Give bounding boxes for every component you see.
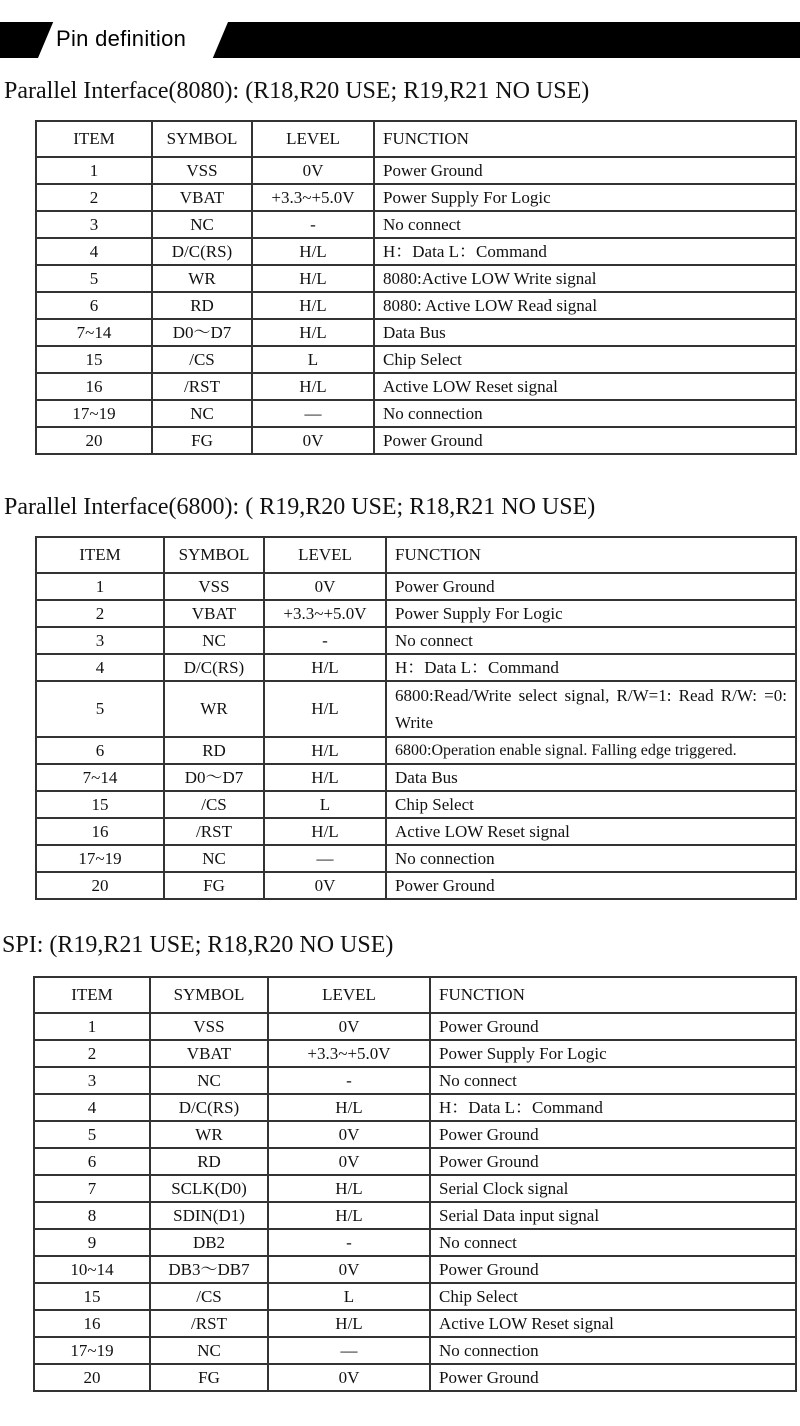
column-header-item: ITEM <box>36 121 152 157</box>
cell-symbol: D/C(RS) <box>152 238 252 265</box>
cell-function: Chip Select <box>374 346 796 373</box>
cell-level: H/L <box>264 764 386 791</box>
cell-symbol: NC <box>152 211 252 238</box>
cell-level: H/L <box>268 1202 430 1229</box>
column-header-symbol: SYMBOL <box>164 537 264 573</box>
table-row <box>36 346 796 373</box>
cell-level: 0V <box>268 1256 430 1283</box>
table-row <box>36 184 796 211</box>
cell-function: 6800:Operation enable signal. Falling edge triggered. <box>386 737 796 764</box>
cell-symbol: DB3～DB7 <box>150 1256 268 1283</box>
cell-function: Active LOW Reset signal <box>374 373 796 400</box>
cell-item: 20 <box>36 427 152 454</box>
cell-symbol: SDIN(D1) <box>150 1202 268 1229</box>
cell-level: H/L <box>252 265 374 292</box>
cell-function: H：Data L：Command <box>374 238 796 265</box>
cell-level: - <box>268 1229 430 1256</box>
cell-function: No connect <box>430 1067 796 1094</box>
column-header-symbol: SYMBOL <box>152 121 252 157</box>
cell-function: No connection <box>386 845 796 872</box>
cell-function: No connect <box>430 1229 796 1256</box>
cell-symbol: VBAT <box>152 184 252 211</box>
pin-table-spi-body <box>34 977 796 1391</box>
cell-symbol: FG <box>164 872 264 899</box>
cell-item: 16 <box>36 373 152 400</box>
cell-item: 20 <box>36 872 164 899</box>
cell-level: H/L <box>268 1310 430 1337</box>
cell-function: Power Ground <box>430 1364 796 1391</box>
cell-symbol: D0～D7 <box>164 764 264 791</box>
column-header-level: LEVEL <box>252 121 374 157</box>
cell-item: 5 <box>34 1121 150 1148</box>
cell-item: 6 <box>36 737 164 764</box>
table-row <box>34 1175 796 1202</box>
column-header-level: LEVEL <box>264 537 386 573</box>
cell-level: - <box>264 627 386 654</box>
table-row <box>34 1094 796 1121</box>
cell-item: 6 <box>34 1148 150 1175</box>
cell-function: 6800:Read/Write select signal, R/W=1: Read R/W: =0: Write <box>386 681 796 737</box>
cell-level: 0V <box>268 1148 430 1175</box>
cell-function: No connection <box>430 1337 796 1364</box>
cell-symbol: /CS <box>164 791 264 818</box>
cell-symbol: WR <box>164 681 264 737</box>
cell-function: No connect <box>386 627 796 654</box>
table-row <box>34 1256 796 1283</box>
section-title-8080: Parallel Interface(8080): (R18,R20 USE; R19,R21 NO USE) <box>4 78 590 104</box>
cell-symbol: FG <box>150 1364 268 1391</box>
table-row <box>34 1364 796 1391</box>
table-row <box>36 292 796 319</box>
table-row <box>36 427 796 454</box>
cell-function: No connect <box>374 211 796 238</box>
cell-item: 7~14 <box>36 319 152 346</box>
cell-item: 1 <box>36 573 164 600</box>
cell-function: Power Ground <box>430 1256 796 1283</box>
cell-item: 17~19 <box>34 1337 150 1364</box>
cell-function: Serial Data input signal <box>430 1202 796 1229</box>
cell-level: H/L <box>264 818 386 845</box>
cell-symbol: VBAT <box>150 1040 268 1067</box>
cell-function: Power Supply For Logic <box>430 1040 796 1067</box>
cell-symbol: VSS <box>150 1013 268 1040</box>
cell-symbol: D0～D7 <box>152 319 252 346</box>
cell-item: 1 <box>36 157 152 184</box>
table-header-row <box>34 977 796 1013</box>
cell-item: 2 <box>36 184 152 211</box>
cell-level: 0V <box>252 427 374 454</box>
table-row <box>36 872 796 899</box>
cell-level: L <box>268 1283 430 1310</box>
cell-function: Power Ground <box>430 1121 796 1148</box>
cell-item: 2 <box>36 600 164 627</box>
cell-level: 0V <box>264 573 386 600</box>
cell-symbol: /RST <box>150 1310 268 1337</box>
table-row <box>36 681 796 737</box>
cell-symbol: RD <box>164 737 264 764</box>
table-row <box>34 1229 796 1256</box>
cell-item: 8 <box>34 1202 150 1229</box>
cell-function: Active LOW Reset signal <box>386 818 796 845</box>
column-header-symbol: SYMBOL <box>150 977 268 1013</box>
cell-item: 7 <box>34 1175 150 1202</box>
cell-item: 5 <box>36 681 164 737</box>
table-row <box>36 238 796 265</box>
cell-symbol: /RST <box>164 818 264 845</box>
cell-symbol: /CS <box>152 346 252 373</box>
cell-level: H/L <box>264 681 386 737</box>
table-header-row <box>36 537 796 573</box>
cell-level: L <box>264 791 386 818</box>
cell-item: 4 <box>36 654 164 681</box>
table-row <box>36 654 796 681</box>
cell-item: 20 <box>34 1364 150 1391</box>
column-header-item: ITEM <box>34 977 150 1013</box>
table-row <box>36 627 796 654</box>
table-row <box>36 737 796 764</box>
cell-item: 4 <box>36 238 152 265</box>
cell-level: — <box>268 1337 430 1364</box>
cell-function: No connection <box>374 400 796 427</box>
cell-symbol: VBAT <box>164 600 264 627</box>
section-title-spi: SPI: (R19,R21 USE; R18,R20 NO USE) <box>2 932 394 958</box>
cell-function: H：Data L：Command <box>386 654 796 681</box>
column-header-level: LEVEL <box>268 977 430 1013</box>
cell-item: 15 <box>34 1283 150 1310</box>
table-row <box>36 157 796 184</box>
cell-level: 0V <box>268 1364 430 1391</box>
cell-symbol: WR <box>150 1121 268 1148</box>
cell-function: Chip Select <box>386 791 796 818</box>
cell-function: 8080: Active LOW Read signal <box>374 292 796 319</box>
pin-table-6800-body <box>36 537 796 899</box>
table-header-row <box>36 121 796 157</box>
cell-symbol: VSS <box>164 573 264 600</box>
table-row <box>36 400 796 427</box>
pin-table-6800 <box>35 536 797 900</box>
cell-symbol: NC <box>164 845 264 872</box>
cell-level: H/L <box>264 737 386 764</box>
cell-item: 16 <box>34 1310 150 1337</box>
table-row <box>36 573 796 600</box>
column-header-function: FUNCTION <box>430 977 796 1013</box>
cell-level: 0V <box>252 157 374 184</box>
cell-item: 1 <box>34 1013 150 1040</box>
cell-level: +3.3~+5.0V <box>252 184 374 211</box>
table-row <box>34 1283 796 1310</box>
cell-level: - <box>252 211 374 238</box>
cell-level: H/L <box>252 373 374 400</box>
cell-symbol: RD <box>152 292 252 319</box>
cell-function: Data Bus <box>386 764 796 791</box>
cell-symbol: FG <box>152 427 252 454</box>
table-row <box>36 373 796 400</box>
cell-item: 17~19 <box>36 400 152 427</box>
cell-symbol: NC <box>150 1337 268 1364</box>
cell-symbol: WR <box>152 265 252 292</box>
cell-level: H/L <box>252 292 374 319</box>
table-row <box>36 600 796 627</box>
cell-symbol: DB2 <box>150 1229 268 1256</box>
cell-level: — <box>264 845 386 872</box>
page-title: Pin definition <box>56 26 187 51</box>
table-row <box>34 1337 796 1364</box>
cell-item: 6 <box>36 292 152 319</box>
cell-level: H/L <box>252 238 374 265</box>
cell-symbol: VSS <box>152 157 252 184</box>
cell-item: 3 <box>36 211 152 238</box>
cell-symbol: D/C(RS) <box>150 1094 268 1121</box>
cell-function: Data Bus <box>374 319 796 346</box>
cell-item: 2 <box>34 1040 150 1067</box>
cell-level: - <box>268 1067 430 1094</box>
cell-level: L <box>252 346 374 373</box>
cell-function: Power Supply For Logic <box>374 184 796 211</box>
cell-item: 17~19 <box>36 845 164 872</box>
cell-function: H：Data L：Command <box>430 1094 796 1121</box>
column-header-function: FUNCTION <box>386 537 796 573</box>
cell-function: Power Ground <box>386 872 796 899</box>
cell-item: 7~14 <box>36 764 164 791</box>
table-row <box>34 1121 796 1148</box>
cell-level: 0V <box>268 1013 430 1040</box>
table-row <box>36 791 796 818</box>
cell-item: 10~14 <box>34 1256 150 1283</box>
pin-table-8080 <box>35 120 797 455</box>
cell-item: 4 <box>34 1094 150 1121</box>
table-row <box>34 1202 796 1229</box>
cell-symbol: NC <box>164 627 264 654</box>
table-row <box>36 319 796 346</box>
table-row <box>34 1310 796 1337</box>
section-title-6800: Parallel Interface(6800): ( R19,R20 USE; R18,R21 NO USE) <box>4 494 596 520</box>
table-row <box>34 1148 796 1175</box>
cell-item: 3 <box>34 1067 150 1094</box>
cell-function: 8080:Active LOW Write signal <box>374 265 796 292</box>
cell-function: Serial Clock signal <box>430 1175 796 1202</box>
table-row <box>34 1040 796 1067</box>
cell-item: 9 <box>34 1229 150 1256</box>
cell-symbol: NC <box>152 400 252 427</box>
table-row <box>36 211 796 238</box>
table-row <box>36 818 796 845</box>
cell-function: Chip Select <box>430 1283 796 1310</box>
cell-function: Power Ground <box>374 157 796 184</box>
cell-symbol: D/C(RS) <box>164 654 264 681</box>
column-header-function: FUNCTION <box>374 121 796 157</box>
cell-level: +3.3~+5.0V <box>268 1040 430 1067</box>
cell-function: Power Ground <box>430 1013 796 1040</box>
table-row <box>34 1067 796 1094</box>
pin-table-spi <box>33 976 797 1392</box>
cell-level: 0V <box>264 872 386 899</box>
cell-item: 5 <box>36 265 152 292</box>
table-row <box>36 764 796 791</box>
cell-symbol: RD <box>150 1148 268 1175</box>
cell-symbol: NC <box>150 1067 268 1094</box>
table-row <box>36 845 796 872</box>
cell-function: Active LOW Reset signal <box>430 1310 796 1337</box>
cell-function: Power Ground <box>374 427 796 454</box>
cell-symbol: SCLK(D0) <box>150 1175 268 1202</box>
cell-item: 3 <box>36 627 164 654</box>
table-row <box>34 1013 796 1040</box>
cell-function: Power Supply For Logic <box>386 600 796 627</box>
cell-level: H/L <box>264 654 386 681</box>
table-row <box>36 265 796 292</box>
column-header-item: ITEM <box>36 537 164 573</box>
cell-level: H/L <box>268 1094 430 1121</box>
cell-function: Power Ground <box>430 1148 796 1175</box>
cell-item: 15 <box>36 346 152 373</box>
cell-level: H/L <box>268 1175 430 1202</box>
cell-item: 16 <box>36 818 164 845</box>
cell-level: +3.3~+5.0V <box>264 600 386 627</box>
cell-item: 15 <box>36 791 164 818</box>
cell-symbol: /CS <box>150 1283 268 1310</box>
cell-level: H/L <box>252 319 374 346</box>
pin-table-8080-body <box>36 121 796 454</box>
cell-level: 0V <box>268 1121 430 1148</box>
cell-level: — <box>252 400 374 427</box>
cell-symbol: /RST <box>152 373 252 400</box>
cell-function: Power Ground <box>386 573 796 600</box>
